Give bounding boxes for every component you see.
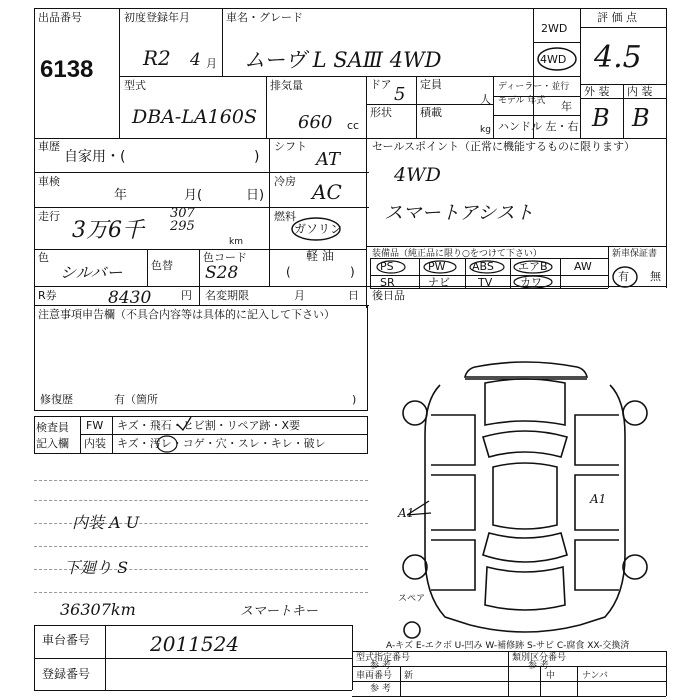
doors: 5 (394, 84, 406, 105)
drive-circle (536, 46, 578, 72)
mileage-label: 走行 (38, 210, 60, 223)
shape-label: 形状 (370, 106, 392, 119)
equip-pw: PW (428, 260, 446, 273)
mileage-note: 307 295 (170, 206, 195, 234)
diagram-mark-2: A1 (590, 492, 607, 506)
fw-check (174, 414, 194, 434)
score: 4.5 (594, 40, 642, 75)
class-label: 類別区分番号 (512, 653, 567, 663)
color-code-label: 色コード (203, 251, 247, 264)
color-code: S28 (205, 263, 239, 283)
fuel-paren-close: ) (350, 265, 355, 279)
fw-text: キズ・飛石・ヒビ割・リペア跡・X要 (117, 419, 301, 432)
legend: A-キズ E-エクボ U-凹み W-補修跡 S-サビ C-腐食 XX-交換済 (386, 641, 630, 651)
handle-label: ハンドル 左・右 (498, 120, 579, 133)
color: シルバー (60, 263, 123, 282)
lot-label: 出品番号 (38, 11, 82, 24)
sales-1: 4WD (394, 164, 441, 186)
model-grade: ムーヴ L SAⅢ 4WD (244, 48, 442, 72)
color-label: 色 (38, 251, 49, 264)
fuel-circle (290, 216, 342, 242)
fuel-paren-open: ( (286, 265, 291, 279)
hand-note-1: 内装 A U (72, 513, 140, 532)
int-text: キズ・汚レ・コゲ・穴・スレ・キレ・破レ (117, 437, 326, 450)
score-label: 評 価 点 (597, 11, 637, 24)
first-reg-label: 初度登録年月 (124, 11, 190, 24)
equip-aw: AW (574, 260, 592, 273)
hand-note-4: スマートキー (240, 604, 318, 619)
cc-unit: cc (347, 119, 360, 132)
capacity-label: 定員 (420, 78, 442, 91)
equipment-circles (372, 259, 608, 289)
equip-navi: ナビ (428, 276, 450, 289)
insp-day: 日) (246, 188, 265, 203)
km-unit: km (229, 237, 243, 247)
type-label: 型式 (124, 79, 146, 92)
equip-abs: ABS (472, 260, 494, 273)
nc-month: 月 (294, 289, 305, 302)
history-value: 自家用・( (64, 149, 126, 165)
kind-label: ナンバ (582, 671, 608, 681)
fw-label: FW (86, 419, 104, 432)
int-circle (155, 434, 179, 454)
equipment-label: 装備品（純正品に限り○をつけて下さい） (372, 249, 542, 259)
warranty-circle (610, 264, 640, 290)
fuel-alt: 軽 油 (306, 249, 334, 263)
doors-label: ドア (370, 78, 392, 91)
drive-4wd: 4WD (540, 53, 567, 66)
notes-label: 注意事項申告欄（不具合内容等は具体的に記入して下さい） (38, 308, 335, 321)
load-label: 積載 (420, 106, 442, 119)
fuel: ガソリン (294, 222, 343, 236)
ref-label-3: 参 考 (370, 684, 391, 694)
int-label: 内装 (84, 437, 106, 450)
lot-number: 6138 (40, 56, 94, 83)
drive-2wd: 2WD (541, 22, 568, 35)
name-change-label: 名変期限 (205, 289, 249, 302)
car-damage-diagram (395, 355, 655, 640)
kg-unit: kg (480, 125, 491, 135)
reg-no-label: 車両番号 (356, 671, 393, 681)
checker-label: 検査員 記入欄 (36, 421, 69, 450)
equip-tv: TV (478, 276, 493, 289)
recycle-label: R券 (38, 289, 57, 302)
dealer-label: ディーラー・並行 (498, 82, 570, 92)
model-grade-label: 車名・グレード (226, 11, 303, 24)
rear-label: 後日品 (372, 289, 405, 302)
history-label: 車歴 (38, 140, 60, 153)
interior-label: 内 装 (627, 85, 653, 98)
insp-month: 月( (184, 188, 203, 203)
shift: AT (316, 149, 341, 170)
designation-label: 型式指定番号 (356, 653, 411, 663)
repair-value: 有（箇所 (114, 393, 158, 406)
type-value: DBA-LA160S (132, 106, 257, 128)
diagram-mark-1: A1 (398, 506, 415, 520)
interior-grade: B (632, 104, 650, 132)
displacement-label: 排気量 (270, 79, 303, 92)
history-close: ) (254, 149, 260, 165)
repair-label: 修復歴 (40, 393, 73, 406)
warranty-label: 新車保証書 (612, 249, 658, 259)
month-unit: 月 (206, 57, 217, 70)
sales-label: セールスポイント（正常に機能するものに限ります） (372, 140, 636, 153)
recycle-value: 8430 (108, 288, 152, 308)
shift-label: シフト (274, 140, 307, 153)
inspection-label: 車検 (38, 175, 60, 188)
fuel-label: 燃料 (274, 210, 296, 223)
hand-note-3: 36307km (60, 600, 136, 619)
yen-unit: 円 (181, 289, 192, 302)
insp-year: 年 (114, 188, 128, 203)
equip-ps: PS (380, 260, 394, 273)
nc-day: 日 (348, 289, 359, 302)
first-reg-month: 4 (190, 50, 201, 70)
exterior-label: 外 装 (584, 85, 610, 98)
equip-sr: SR (380, 276, 395, 289)
warranty-no: 無 (650, 270, 661, 283)
new-label: 新 (404, 671, 414, 681)
model-year-label: モデル 年式 (498, 96, 546, 106)
hand-note-2: 下廻り S (64, 558, 129, 577)
exterior-grade: B (592, 104, 610, 132)
first-reg-era: R2 (143, 46, 171, 70)
chassis-label: 車台番号 (42, 633, 91, 647)
person-unit: 人 (480, 93, 491, 106)
warranty-yes: 有 (618, 270, 629, 283)
ref-label-2: 参 考 (528, 661, 549, 671)
year-unit: 年 (561, 100, 572, 113)
repair-close: ) (352, 393, 357, 406)
chassis: 2011524 (150, 632, 240, 656)
equip-airbag: エアB (518, 260, 548, 273)
equip-leather: カワ (520, 276, 542, 289)
ac-label: 冷房 (274, 175, 296, 188)
reg-label: 登録番号 (42, 667, 91, 681)
displacement: 660 (298, 112, 333, 133)
used-label: 中 (546, 671, 556, 681)
ac: AC (312, 180, 342, 204)
mileage: 3万6千 (72, 218, 144, 243)
sales-2: スマートアシスト (384, 202, 534, 224)
ref-label-1: 参 考 (370, 661, 391, 671)
spare-label: スペア (398, 594, 426, 604)
color-change-label: 色替 (151, 259, 173, 272)
